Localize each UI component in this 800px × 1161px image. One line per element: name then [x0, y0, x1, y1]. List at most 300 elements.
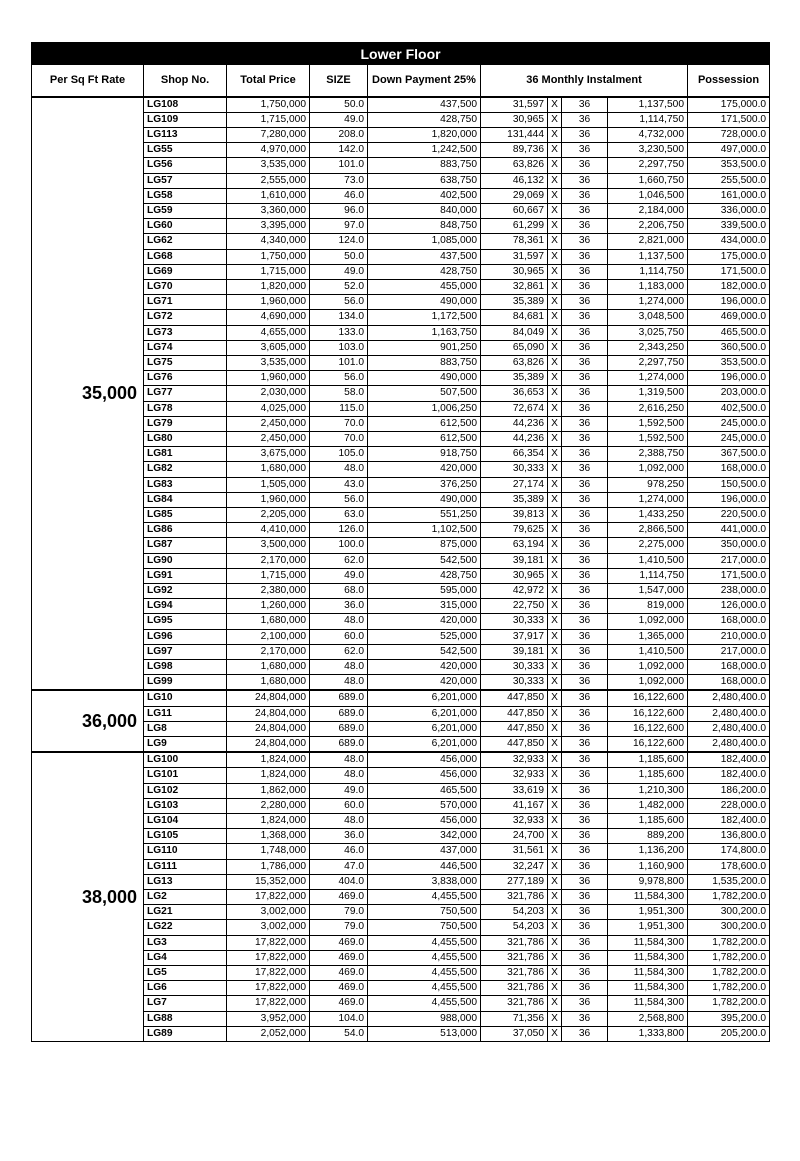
monthly-amount-cell: 84,049: [481, 325, 548, 340]
header-total: Total Price: [227, 65, 310, 97]
total-price-cell: 17,822,000: [227, 935, 310, 950]
size-cell: 49.0: [310, 112, 368, 127]
times-cell: X: [548, 386, 562, 401]
months-cell: 36: [562, 219, 608, 234]
total-price-cell: 4,025,000: [227, 401, 310, 416]
possession-cell: 171,500.0: [688, 264, 770, 279]
possession-cell: 182,400.0: [688, 814, 770, 829]
size-cell: 50.0: [310, 97, 368, 113]
down-payment-cell: 342,000: [368, 829, 481, 844]
down-payment-cell: 750,500: [368, 905, 481, 920]
monthly-amount-cell: 321,786: [481, 950, 548, 965]
size-cell: 46.0: [310, 188, 368, 203]
down-payment-cell: 542,500: [368, 553, 481, 568]
down-payment-cell: 428,750: [368, 112, 481, 127]
possession-cell: 255,500.0: [688, 173, 770, 188]
total-price-cell: 2,100,000: [227, 629, 310, 644]
size-cell: 101.0: [310, 355, 368, 370]
monthly-amount-cell: 79,625: [481, 523, 548, 538]
shop-no-cell: LG111: [144, 859, 227, 874]
times-cell: X: [548, 173, 562, 188]
months-cell: 36: [562, 264, 608, 279]
down-payment-cell: 551,250: [368, 507, 481, 522]
possession-cell: 168,000.0: [688, 660, 770, 675]
months-cell: 36: [562, 355, 608, 370]
possession-cell: 1,782,200.0: [688, 996, 770, 1011]
instalment-total-cell: 1,114,750: [608, 568, 688, 583]
down-payment-cell: 918,750: [368, 447, 481, 462]
shop-no-cell: LG4: [144, 950, 227, 965]
down-payment-cell: 4,455,500: [368, 950, 481, 965]
months-cell: 36: [562, 706, 608, 721]
possession-cell: 171,500.0: [688, 112, 770, 127]
size-cell: 49.0: [310, 264, 368, 279]
monthly-amount-cell: 30,965: [481, 112, 548, 127]
shop-no-cell: LG73: [144, 325, 227, 340]
shop-no-cell: LG95: [144, 614, 227, 629]
monthly-amount-cell: 63,194: [481, 538, 548, 553]
instalment-total-cell: 2,616,250: [608, 401, 688, 416]
times-cell: X: [548, 203, 562, 218]
total-price-cell: 3,002,000: [227, 920, 310, 935]
instalment-total-cell: 11,584,300: [608, 890, 688, 905]
instalment-total-cell: 11,584,300: [608, 935, 688, 950]
shop-no-cell: LG59: [144, 203, 227, 218]
total-price-cell: 24,804,000: [227, 721, 310, 736]
size-cell: 689.0: [310, 737, 368, 753]
times-cell: X: [548, 981, 562, 996]
total-price-cell: 1,610,000: [227, 188, 310, 203]
down-payment-cell: 875,000: [368, 538, 481, 553]
instalment-total-cell: 4,732,000: [608, 127, 688, 142]
monthly-amount-cell: 32,933: [481, 814, 548, 829]
shop-no-cell: LG68: [144, 249, 227, 264]
months-cell: 36: [562, 112, 608, 127]
shop-no-cell: LG71: [144, 295, 227, 310]
monthly-amount-cell: 27,174: [481, 477, 548, 492]
months-cell: 36: [562, 844, 608, 859]
possession-cell: 1,782,200.0: [688, 981, 770, 996]
possession-cell: 161,000.0: [688, 188, 770, 203]
size-cell: 469.0: [310, 981, 368, 996]
shop-no-cell: LG2: [144, 890, 227, 905]
instalment-total-cell: 1,137,500: [608, 249, 688, 264]
down-payment-cell: 1,085,000: [368, 234, 481, 249]
times-cell: X: [548, 721, 562, 736]
possession-cell: 228,000.0: [688, 798, 770, 813]
down-payment-cell: 513,000: [368, 1026, 481, 1041]
down-payment-cell: 490,000: [368, 295, 481, 310]
header-possession: Possession: [688, 65, 770, 97]
monthly-amount-cell: 32,247: [481, 859, 548, 874]
monthly-amount-cell: 39,813: [481, 507, 548, 522]
table-body: [32, 97, 770, 1042]
months-cell: 36: [562, 97, 608, 113]
instalment-total-cell: 1,319,500: [608, 386, 688, 401]
header-size: SIZE: [310, 65, 368, 97]
possession-cell: 217,000.0: [688, 553, 770, 568]
size-cell: 104.0: [310, 1011, 368, 1026]
months-cell: 36: [562, 462, 608, 477]
shop-no-cell: LG98: [144, 660, 227, 675]
shop-no-cell: LG75: [144, 355, 227, 370]
possession-cell: 178,600.0: [688, 859, 770, 874]
monthly-amount-cell: 447,850: [481, 706, 548, 721]
months-cell: 36: [562, 950, 608, 965]
size-cell: 100.0: [310, 538, 368, 553]
times-cell: X: [548, 234, 562, 249]
shop-no-cell: LG91: [144, 568, 227, 583]
size-cell: 208.0: [310, 127, 368, 142]
down-payment-cell: 507,500: [368, 386, 481, 401]
times-cell: X: [548, 905, 562, 920]
monthly-amount-cell: 54,203: [481, 920, 548, 935]
instalment-total-cell: 2,297,750: [608, 158, 688, 173]
shop-no-cell: LG82: [144, 462, 227, 477]
table-row: [32, 690, 770, 706]
down-payment-cell: 750,500: [368, 920, 481, 935]
total-price-cell: 1,680,000: [227, 462, 310, 477]
total-price-cell: 3,535,000: [227, 355, 310, 370]
instalment-total-cell: 1,092,000: [608, 660, 688, 675]
total-price-cell: 17,822,000: [227, 966, 310, 981]
months-cell: 36: [562, 249, 608, 264]
monthly-amount-cell: 447,850: [481, 737, 548, 753]
shop-no-cell: LG101: [144, 768, 227, 783]
monthly-amount-cell: 31,561: [481, 844, 548, 859]
down-payment-cell: 4,455,500: [368, 981, 481, 996]
months-cell: 36: [562, 599, 608, 614]
shop-no-cell: LG13: [144, 874, 227, 889]
monthly-amount-cell: 42,972: [481, 584, 548, 599]
shop-no-cell: LG56: [144, 158, 227, 173]
instalment-total-cell: 1,185,600: [608, 752, 688, 768]
months-cell: 36: [562, 584, 608, 599]
shop-no-cell: LG90: [144, 553, 227, 568]
down-payment-cell: 1,006,250: [368, 401, 481, 416]
monthly-amount-cell: 36,653: [481, 386, 548, 401]
shop-no-cell: LG60: [144, 219, 227, 234]
down-payment-cell: 3,838,000: [368, 874, 481, 889]
times-cell: X: [548, 859, 562, 874]
months-cell: 36: [562, 920, 608, 935]
monthly-amount-cell: 32,933: [481, 768, 548, 783]
possession-cell: 136,800.0: [688, 829, 770, 844]
down-payment-cell: 315,000: [368, 599, 481, 614]
shop-no-cell: LG22: [144, 920, 227, 935]
size-cell: 96.0: [310, 203, 368, 218]
months-cell: 36: [562, 310, 608, 325]
shop-no-cell: LG74: [144, 340, 227, 355]
size-cell: 48.0: [310, 675, 368, 691]
total-price-cell: 4,655,000: [227, 325, 310, 340]
down-payment-cell: 570,000: [368, 798, 481, 813]
down-payment-cell: 848,750: [368, 219, 481, 234]
shop-no-cell: LG108: [144, 97, 227, 113]
shop-no-cell: LG21: [144, 905, 227, 920]
shop-no-cell: LG62: [144, 234, 227, 249]
months-cell: 36: [562, 158, 608, 173]
instalment-total-cell: 1,592,500: [608, 416, 688, 431]
instalment-total-cell: 2,343,250: [608, 340, 688, 355]
total-price-cell: 1,750,000: [227, 249, 310, 264]
months-cell: 36: [562, 234, 608, 249]
monthly-amount-cell: 61,299: [481, 219, 548, 234]
size-cell: 47.0: [310, 859, 368, 874]
months-cell: 36: [562, 675, 608, 691]
times-cell: X: [548, 599, 562, 614]
months-cell: 36: [562, 492, 608, 507]
instalment-total-cell: 3,025,750: [608, 325, 688, 340]
possession-cell: 168,000.0: [688, 462, 770, 477]
instalment-total-cell: 1,660,750: [608, 173, 688, 188]
instalment-total-cell: 16,122,600: [608, 721, 688, 736]
size-cell: 46.0: [310, 844, 368, 859]
down-payment-cell: 1,102,500: [368, 523, 481, 538]
total-price-cell: 1,680,000: [227, 614, 310, 629]
months-cell: 36: [562, 188, 608, 203]
instalment-total-cell: 1,482,000: [608, 798, 688, 813]
size-cell: 49.0: [310, 783, 368, 798]
size-cell: 70.0: [310, 416, 368, 431]
size-cell: 48.0: [310, 614, 368, 629]
possession-cell: 238,000.0: [688, 584, 770, 599]
instalment-total-cell: 1,136,200: [608, 844, 688, 859]
monthly-amount-cell: 39,181: [481, 553, 548, 568]
months-cell: 36: [562, 814, 608, 829]
months-cell: 36: [562, 340, 608, 355]
times-cell: X: [548, 279, 562, 294]
size-cell: 134.0: [310, 310, 368, 325]
monthly-amount-cell: 35,389: [481, 492, 548, 507]
size-cell: 56.0: [310, 295, 368, 310]
instalment-total-cell: 2,388,750: [608, 447, 688, 462]
months-cell: 36: [562, 981, 608, 996]
down-payment-cell: 1,242,500: [368, 143, 481, 158]
size-cell: 124.0: [310, 234, 368, 249]
total-price-cell: 17,822,000: [227, 996, 310, 1011]
monthly-amount-cell: 37,917: [481, 629, 548, 644]
times-cell: X: [548, 492, 562, 507]
total-price-cell: 2,170,000: [227, 553, 310, 568]
size-cell: 58.0: [310, 386, 368, 401]
monthly-amount-cell: 63,826: [481, 355, 548, 370]
total-price-cell: 15,352,000: [227, 874, 310, 889]
total-price-cell: 1,750,000: [227, 97, 310, 113]
header-monthly: 36 Monthly Instalment: [481, 65, 688, 97]
possession-cell: 174,800.0: [688, 844, 770, 859]
table-row: [32, 97, 770, 113]
months-cell: 36: [562, 829, 608, 844]
times-cell: X: [548, 844, 562, 859]
times-cell: X: [548, 675, 562, 691]
monthly-amount-cell: 30,965: [481, 568, 548, 583]
possession-cell: 1,535,200.0: [688, 874, 770, 889]
down-payment-cell: 437,500: [368, 249, 481, 264]
total-price-cell: 3,535,000: [227, 158, 310, 173]
months-cell: 36: [562, 874, 608, 889]
possession-cell: 175,000.0: [688, 249, 770, 264]
monthly-amount-cell: 321,786: [481, 935, 548, 950]
size-cell: 469.0: [310, 950, 368, 965]
monthly-amount-cell: 30,333: [481, 675, 548, 691]
instalment-total-cell: 2,206,750: [608, 219, 688, 234]
down-payment-cell: 490,000: [368, 371, 481, 386]
total-price-cell: 24,804,000: [227, 737, 310, 753]
times-cell: X: [548, 325, 562, 340]
size-cell: 103.0: [310, 340, 368, 355]
possession-cell: 1,782,200.0: [688, 950, 770, 965]
possession-cell: 182,400.0: [688, 752, 770, 768]
monthly-amount-cell: 277,189: [481, 874, 548, 889]
times-cell: X: [548, 737, 562, 753]
instalment-total-cell: 16,122,600: [608, 737, 688, 753]
months-cell: 36: [562, 568, 608, 583]
times-cell: X: [548, 829, 562, 844]
months-cell: 36: [562, 966, 608, 981]
total-price-cell: 1,680,000: [227, 675, 310, 691]
total-price-cell: 24,804,000: [227, 706, 310, 721]
down-payment-cell: 456,000: [368, 768, 481, 783]
possession-cell: 1,782,200.0: [688, 890, 770, 905]
months-cell: 36: [562, 768, 608, 783]
possession-cell: 217,000.0: [688, 644, 770, 659]
instalment-total-cell: 1,185,600: [608, 814, 688, 829]
times-cell: X: [548, 798, 562, 813]
times-cell: X: [548, 295, 562, 310]
down-payment-cell: 840,000: [368, 203, 481, 218]
header-shop: Shop No.: [144, 65, 227, 97]
size-cell: 36.0: [310, 599, 368, 614]
times-cell: X: [548, 188, 562, 203]
size-cell: 48.0: [310, 660, 368, 675]
monthly-amount-cell: 44,236: [481, 416, 548, 431]
times-cell: X: [548, 629, 562, 644]
possession-cell: 196,000.0: [688, 371, 770, 386]
total-price-cell: 1,786,000: [227, 859, 310, 874]
size-cell: 54.0: [310, 1026, 368, 1041]
monthly-amount-cell: 37,050: [481, 1026, 548, 1041]
total-price-cell: 17,822,000: [227, 950, 310, 965]
instalment-total-cell: 2,821,000: [608, 234, 688, 249]
instalment-total-cell: 1,274,000: [608, 295, 688, 310]
shop-no-cell: LG9: [144, 737, 227, 753]
times-cell: X: [548, 890, 562, 905]
times-cell: X: [548, 752, 562, 768]
months-cell: 36: [562, 660, 608, 675]
size-cell: 60.0: [310, 798, 368, 813]
total-price-cell: 1,715,000: [227, 568, 310, 583]
monthly-amount-cell: 30,333: [481, 660, 548, 675]
size-cell: 73.0: [310, 173, 368, 188]
monthly-amount-cell: 54,203: [481, 905, 548, 920]
total-price-cell: 3,500,000: [227, 538, 310, 553]
total-price-cell: 1,748,000: [227, 844, 310, 859]
monthly-amount-cell: 31,597: [481, 97, 548, 113]
total-price-cell: 2,030,000: [227, 386, 310, 401]
times-cell: X: [548, 706, 562, 721]
possession-cell: 171,500.0: [688, 568, 770, 583]
shop-no-cell: LG88: [144, 1011, 227, 1026]
down-payment-cell: 883,750: [368, 158, 481, 173]
size-cell: 56.0: [310, 492, 368, 507]
total-price-cell: 1,505,000: [227, 477, 310, 492]
instalment-total-cell: 1,160,900: [608, 859, 688, 874]
possession-cell: 205,200.0: [688, 1026, 770, 1041]
shop-no-cell: LG70: [144, 279, 227, 294]
times-cell: X: [548, 768, 562, 783]
size-cell: 50.0: [310, 249, 368, 264]
shop-no-cell: LG72: [144, 310, 227, 325]
total-price-cell: 17,822,000: [227, 890, 310, 905]
instalment-total-cell: 819,000: [608, 599, 688, 614]
down-payment-cell: 6,201,000: [368, 690, 481, 706]
shop-no-cell: LG8: [144, 721, 227, 736]
possession-cell: 245,000.0: [688, 416, 770, 431]
down-payment-cell: 428,750: [368, 264, 481, 279]
size-cell: 48.0: [310, 768, 368, 783]
size-cell: 62.0: [310, 553, 368, 568]
monthly-amount-cell: 89,736: [481, 143, 548, 158]
down-payment-cell: 1,172,500: [368, 310, 481, 325]
down-payment-cell: 437,000: [368, 844, 481, 859]
instalment-total-cell: 889,200: [608, 829, 688, 844]
possession-cell: 441,000.0: [688, 523, 770, 538]
possession-cell: 336,000.0: [688, 203, 770, 218]
times-cell: X: [548, 538, 562, 553]
times-cell: X: [548, 97, 562, 113]
shop-no-cell: LG10: [144, 690, 227, 706]
months-cell: 36: [562, 752, 608, 768]
instalment-total-cell: 1,137,500: [608, 97, 688, 113]
shop-no-cell: LG77: [144, 386, 227, 401]
shop-no-cell: LG110: [144, 844, 227, 859]
total-price-cell: 1,820,000: [227, 279, 310, 294]
monthly-amount-cell: 131,444: [481, 127, 548, 142]
instalment-total-cell: 1,092,000: [608, 614, 688, 629]
total-price-cell: 2,450,000: [227, 431, 310, 446]
down-payment-cell: 595,000: [368, 584, 481, 599]
size-cell: 469.0: [310, 996, 368, 1011]
monthly-amount-cell: 32,933: [481, 752, 548, 768]
instalment-total-cell: 1,333,800: [608, 1026, 688, 1041]
instalment-total-cell: 1,410,500: [608, 644, 688, 659]
instalment-total-cell: 2,184,000: [608, 203, 688, 218]
monthly-amount-cell: 321,786: [481, 966, 548, 981]
months-cell: 36: [562, 935, 608, 950]
possession-cell: 367,500.0: [688, 447, 770, 462]
monthly-amount-cell: 24,700: [481, 829, 548, 844]
times-cell: X: [548, 371, 562, 386]
instalment-total-cell: 2,275,000: [608, 538, 688, 553]
possession-cell: 497,000.0: [688, 143, 770, 158]
possession-cell: 353,500.0: [688, 355, 770, 370]
possession-cell: 186,200.0: [688, 783, 770, 798]
size-cell: 49.0: [310, 568, 368, 583]
months-cell: 36: [562, 477, 608, 492]
months-cell: 36: [562, 538, 608, 553]
months-cell: 36: [562, 416, 608, 431]
possession-cell: 339,500.0: [688, 219, 770, 234]
shop-no-cell: LG80: [144, 431, 227, 446]
possession-cell: 2,480,400.0: [688, 690, 770, 706]
possession-cell: 300,200.0: [688, 920, 770, 935]
possession-cell: 353,500.0: [688, 158, 770, 173]
monthly-amount-cell: 65,090: [481, 340, 548, 355]
total-price-cell: 2,052,000: [227, 1026, 310, 1041]
instalment-total-cell: 1,592,500: [608, 431, 688, 446]
shop-no-cell: LG7: [144, 996, 227, 1011]
